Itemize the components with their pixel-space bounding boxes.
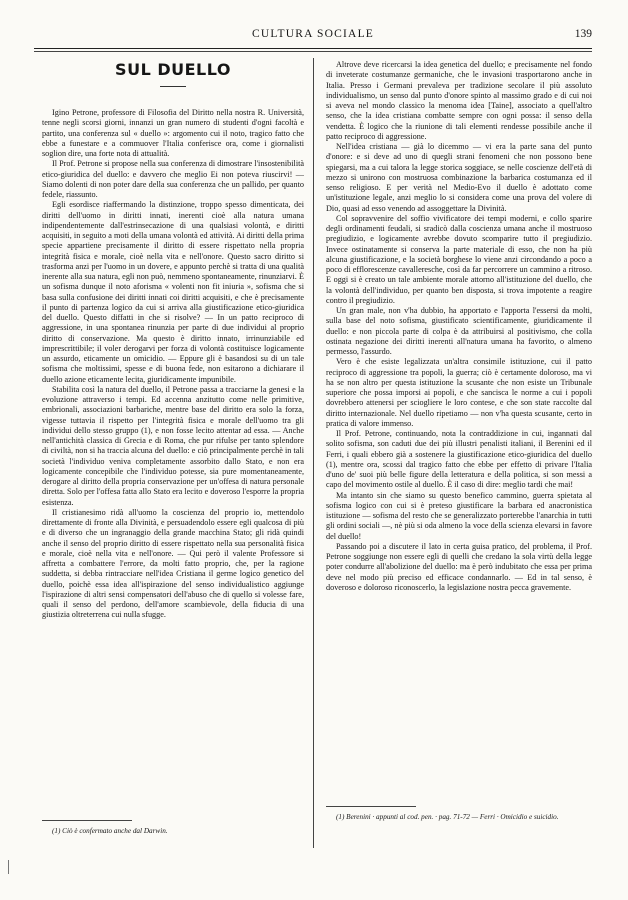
header-rule [34,48,592,49]
paragraph: Col sopravvenire del soffio vivificatore dei tempi moderni, e collo sparire degli ordinamenti feudali, si sradicò dalla coscienza umana anche il mostruoso pregiudizio, e logicamente avrebbe dovuto scomparire tutto il pregiudizio. Invece ostinatamente si conserva la parte materiale di esso, che non ha più alcuna giustificazione, e la società borghese lo viene anzi circondando a poco a poco di efflorescenze cavalleresche, così da far percorrere un cammino a ritroso. E oggi si è creato un tale ambiente morale attorno all'istituzione del duello, che la volontà dell'individuo, per quanto ben disposta, si trova impotente a reagire contro il pregiudizio. [326,213,592,305]
paragraph: Il cristianesimo ridà all'uomo la coscienza del proprio io, mettendolo direttamente di fronte alla Divinità, e persuadendolo essere egli qualcosa di più e di diverso che un ingranaggio della grande macchina Stato; gli ridà quindi anche il senso del proprio diritto di essere rispettato nella sua personalità fisica e morale, cioè nella vita e nell'onore. — Qui però il valente Professore si affretta a combattere l'errore, da molti fatto proprio, che, per la ragione suddetta, si debba rintracciare nell'idea Cristiana il germe logico genetico del duello, poichè essa idea all'ispirazione del senso individualistico aggiunge l'ispirazione di altri sensi compensatori dell'abuso che di quello si volesse fare, quali il senso del perdono, dell'amore scambievole, della fiducia di una giustizia oltreterrena cui nulla sfugge. [42,507,304,620]
footnote: (1) Berenini · appunti al cod. pen. · pag. 71-72 — Ferri · Omicidio e suicidio. [336,813,559,821]
right-column [326,60,592,593]
column-divider [313,58,314,848]
paragraph: Passando poi a discutere il lato in certa guisa pratico, del problema, il Prof. Petrone soggiunge non essere egli di quelli che credano la sola virtù della legge poter condurre all'abolizione del duello: ma è però indubitato che essa per prima deve nel modo più preciso ed efficace condannarlo. — Ed in tal senso, è doveroso e doloroso riconoscerlo, la legislazione nostra pecca gravemente. [326,541,592,592]
title-rule [160,86,186,87]
paragraph: Nell'idea cristiana — già lo dicemmo — vi era la parte sana del punto d'onore: e si deve ad uno di quegli strani fenomeni che non possono bene spiegarsi, ma a cui talora la legge storica soggiace, se nelle coscienze dell'età di mezzo si unirono con mostruosa combinazione la barbarica costumanza ed il senso religioso. E per verità nel Medio-Evo il duello è adottato come un'istituzione legale, anzi meglio lo si considera come una prova del volere di Dio, quasi ad esso venendo ad assoggettare la Divinità. [326,142,592,213]
header-rule-thin [34,51,592,52]
page-number: 139 [574,28,592,40]
paragraph: Egli esordisce riaffermando la distinzione, troppo spesso dimenticata, dei diritti dell'uomo in diritti innati, inerenti cioè alla natura umana indipendentemente dall'estrinsecazione di una qualsiasi volontà, e diritti acquisiti, in seguito a moti della umana volontà ed attività. Ai diritti della prima specie appartiene precisamente il diritto di essere rispettato nella propria integrità fisica e morale, cioè nella vita e nell'onore. Questo sacro diritto si trasforma anzi per l'uomo in un dovere, e appunto perchè si tratta di una qualità inerente alla sua natura, egli non può, nemmeno spontaneamente, rinunziarvi. È un sofisma dunque il noto aforisma « volenti non fit iniuria », sofisma che si basa sulla confusione dei diritti innati coi diritti acquisiti, e che è precisamente il punto di partenza logico da cui si arriva alla giustificazione etico-giuridica del duello. Questo diffatti in che si risolve? — In un patto reciproco di aggressione, in una spontanea rinunzia per parte di due individui al proprio diritto di conservazione. Ma questo è diritto innato, irrinunziabile ed imprescrittibile; il voler derogarvi per forza di volontà costituisce logicamente un assurdo, eticamente un omicidio. — Eppure gli è basandosi su di un tale sofisma che moltissimi, spesse e di buona fede, non esitarono a dichiarare il duello azione eticamente lecita, giuridicamente impunibile. [42,200,304,384]
paragraph: Un gran male, non v'ha dubbio, ha apportato e l'apporta l'essersi da molti, sulla base del noto sofisma, giustificato scientificamente, giuridicamente il duello: e non piccola parte di colpa è da attribuirsi al positivismo, che colla ostinata negazione dei diritti inerenti all'natura umana ha favorito, o almeno permesso, l'assurdo. [326,306,592,356]
footnote-rule [42,820,132,821]
paragraph: Vero è che esiste legalizzata un'altra consimile istituzione, cui il patto reciproco di aggressione tra popoli, la guerra; ciò è certamente doloroso, ma vi ha se non altro per questa istituzione la scusante che non esiste un Tribunale superiore che possa imporsi ai popoli, e che sancisca le norme a cui i popoli dovrebbero attenersi per sciogliere le loro contese, e che son state raccolte dal diritto internazionale. Nel duello ripetiamo — non v'ha questa scusante, certo in pratica di valore immenso. [326,357,592,428]
title-block [42,60,304,108]
footnote: (1) Ciò è confermato anche dal Darwin. [52,827,168,835]
paragraph: Altrove deve ricercarsi la idea genetica del duello; e precisamente nel fondo di inveterate costumanze germaniche, che le invasioni trasportarono anche in Italia. Presso i Germani prevaleva per tradizione secolare il più assoluto individualismo, un senso dal punto d'onore spinto al massimo grado e di cui noi si aveva nel mondo classico la menoma idea [Taine], associato a quell'altro senso, che la idea cristiana combatte sempre con ogni possa: il senso della vendetta. È logico che la riunione di tali elementi rendesse possibile anche il patto reciproco di aggressione. [326,60,592,141]
paragraph: Ma intanto sin che siamo su questo benefico cammino, guerra spietata al sofisma logico con cui si è preteso giustificare la barbara ed anacronistica istituzione — sofisma del resto che se generalizzato porterebbe l'anarchia in tutti gli ordini sociali —, nè più si oda almeno la voce della scienza elevarsi in favore del duello! [326,490,592,541]
paragraph: Il Prof. Petrone si propose nella sua conferenza di dimostrare l'insostenibilità etico-giuridica del duello: e davvero che meglio Ei non poteva riuscirvi! — Siamo dolenti di non poter dare della sua conferenza che un pallido, per quanto fedele, riassunto. [42,159,304,199]
right-footnote-block [326,798,592,822]
paragraph: Il Prof. Petrone, continuando, nota la contraddizione in cui, ingannati dal solito sofisma, son caduti due dei più illustri penalisti italiani, il Berenini ed il Ferri, i quali ebbero già a sostenere la giustificazione etico-giuridica del duello (1), mentre ora, scossi dal tragico fatto che ebbe per effetto di privare l'Italia d'uno de' suoi più belle figure della letteratura e della politica, si son messi a capo del movimento ostile al duello. È il caso di dire: meglio tardi che mai! [326,429,592,490]
paragraph: Stabilita così la natura del duello, il Petrone passa a tracciarne la genesi e la evoluzione attraverso i tempi. Ed accenna anzitutto come nelle primitive, embrionali, associazioni barbariche, mentre base del diritto era solo la forza, vigesse tuttavia il rispetto per l'integrità fisica e morale dell'uomo tra gli individui dello stesso gruppo (1), e non fosse lecito attentar ad essa. — Anche nell'antichità classica di Grecia e di Roma, che pur rifulse per tanto splendore di civiltà, non si ha traccia alcuna del duello: e ciò principalmente perchè in tali società l'individuo veniva completamente assorbito dallo Stato, e non era logicamente concepibile che l'individuo potesse, sia pure momentaneamente, derogare al diritto della propria conservazione per un'offesa di natura personale diretta. Solo per l'offesa fatta allo Stato era lecito e doveroso l'esporre la propria esistenza. [42,384,304,507]
left-footnote-block [42,812,304,836]
left-column [42,60,304,621]
article-title: SUL DUELLO [115,60,231,79]
page-header [34,26,592,46]
margin-mark [8,860,9,874]
footnote-rule [326,806,416,807]
paragraph: Igino Petrone, professore di Filosofia del Diritto nella nostra R. Università, tenne negli scorsi giorni, innanzi un gran numero di studenti d'ogni facoltà e partito, una conferenza sul « duello »: argomento cui il noto, tragico fatto che ebbe a funestare e a commuover l'Italia conferisce ora, come i giornalisti soglion dire, una forte nota di attualità. [42,108,304,158]
running-title: CULTURA SOCIALE [251,28,375,40]
